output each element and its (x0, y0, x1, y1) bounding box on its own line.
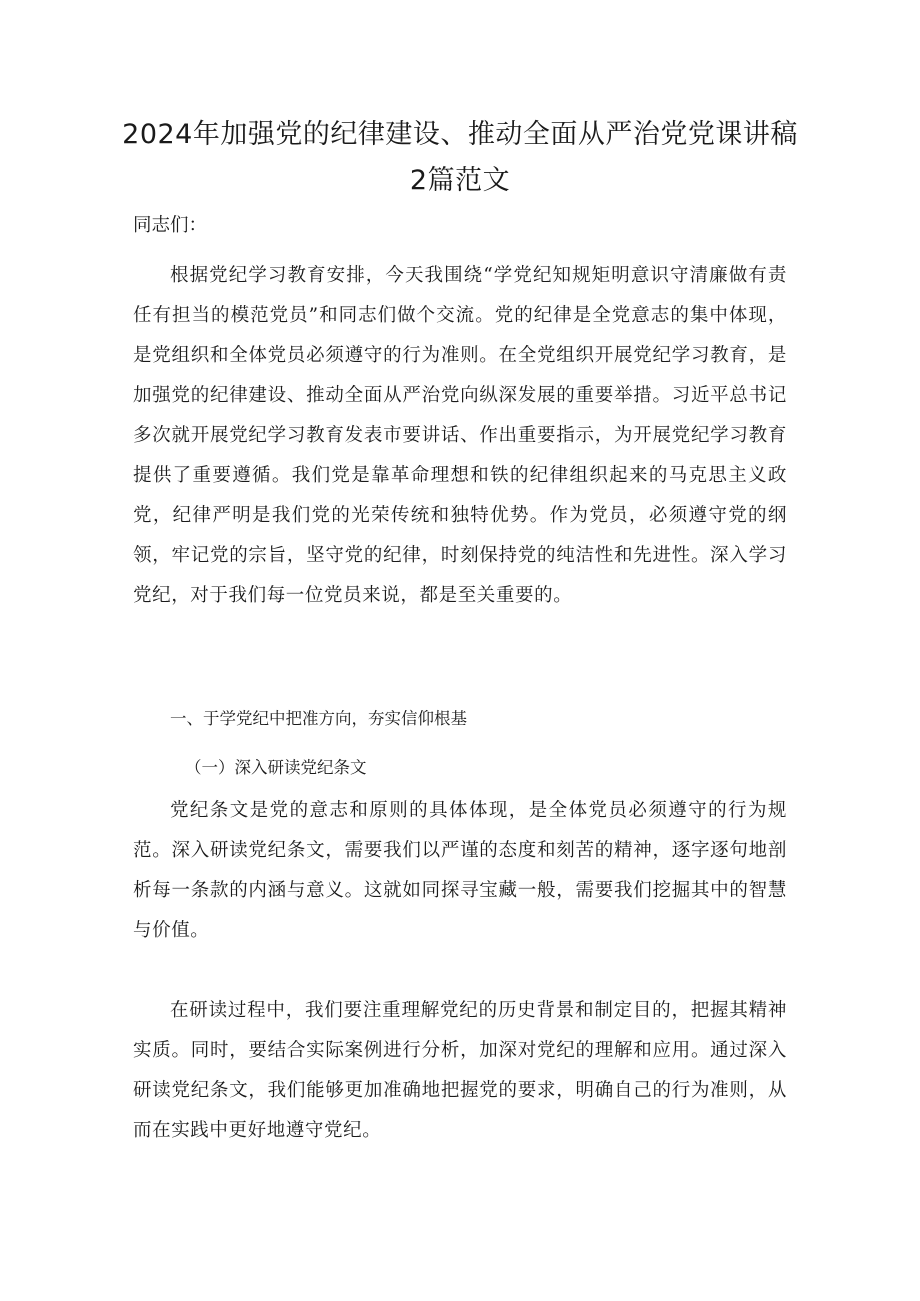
intro-paragraph: 根据党纪学习教育安排，今天我围绕“学党纪知规矩明意识守清廉做有责任有担当的模范党员”和同志们做个交流。党的纪律是全党意志的集中体现，是党组织和全体党员必须遵守的行为准则。在全党组织开展党纪学习教育，是加强党的纪律建设、推动全面从严治党向纵深发展的重要举措。习近平总书记多次就开展党纪学习教育发表市要讲话、作出重要指示，为开展党纪学习教育提供了重要遵循。我们党是靠革命理想和铁的纪律组织起来的马克思主义政党，纪律严明是我们党的光荣传统和独特优势。作为党员，必须遵守党的纲领，牢记党的宗旨，坚守党的纪律，时刻保持党的纯洁性和先进性。深入学习党纪，对于我们每一位党员来说，都是至关重要的。 (133, 265, 787, 606)
body-paragraph: 党纪条文是党的意志和原则的具体体现，是全体党员必须遵守的行为规范。深入研读党纪条文，需要我们以严谨的态度和刻苦的精神，逐字逐句地剖析每一条款的内涵与意义。这就如同探寻宝藏一般，需要我们挖掘其中的智慧与价值。 (133, 800, 787, 941)
section-heading: 一、于学党纪中把准方向，夯实信仰根基 (170, 709, 467, 728)
document-title: 2024年加强党的纪律建设、推动全面从严治党党课讲稿2篇范文 (122, 119, 798, 196)
subsection-heading: （一）深入研读党纪条文 (185, 758, 367, 777)
body-paragraph: 在研读过程中，我们要注重理解党纪的历史背景和制定目的，把握其精神实质。同时，要结合实际案例进行分析，加深对党纪的理解和应用。通过深入研读党纪条文，我们能够更加准确地把握党的要求，明确自己的行为准则，从而在实践中更好地遵守党纪。 (133, 1000, 787, 1141)
greeting: 同志们： (133, 215, 208, 236)
